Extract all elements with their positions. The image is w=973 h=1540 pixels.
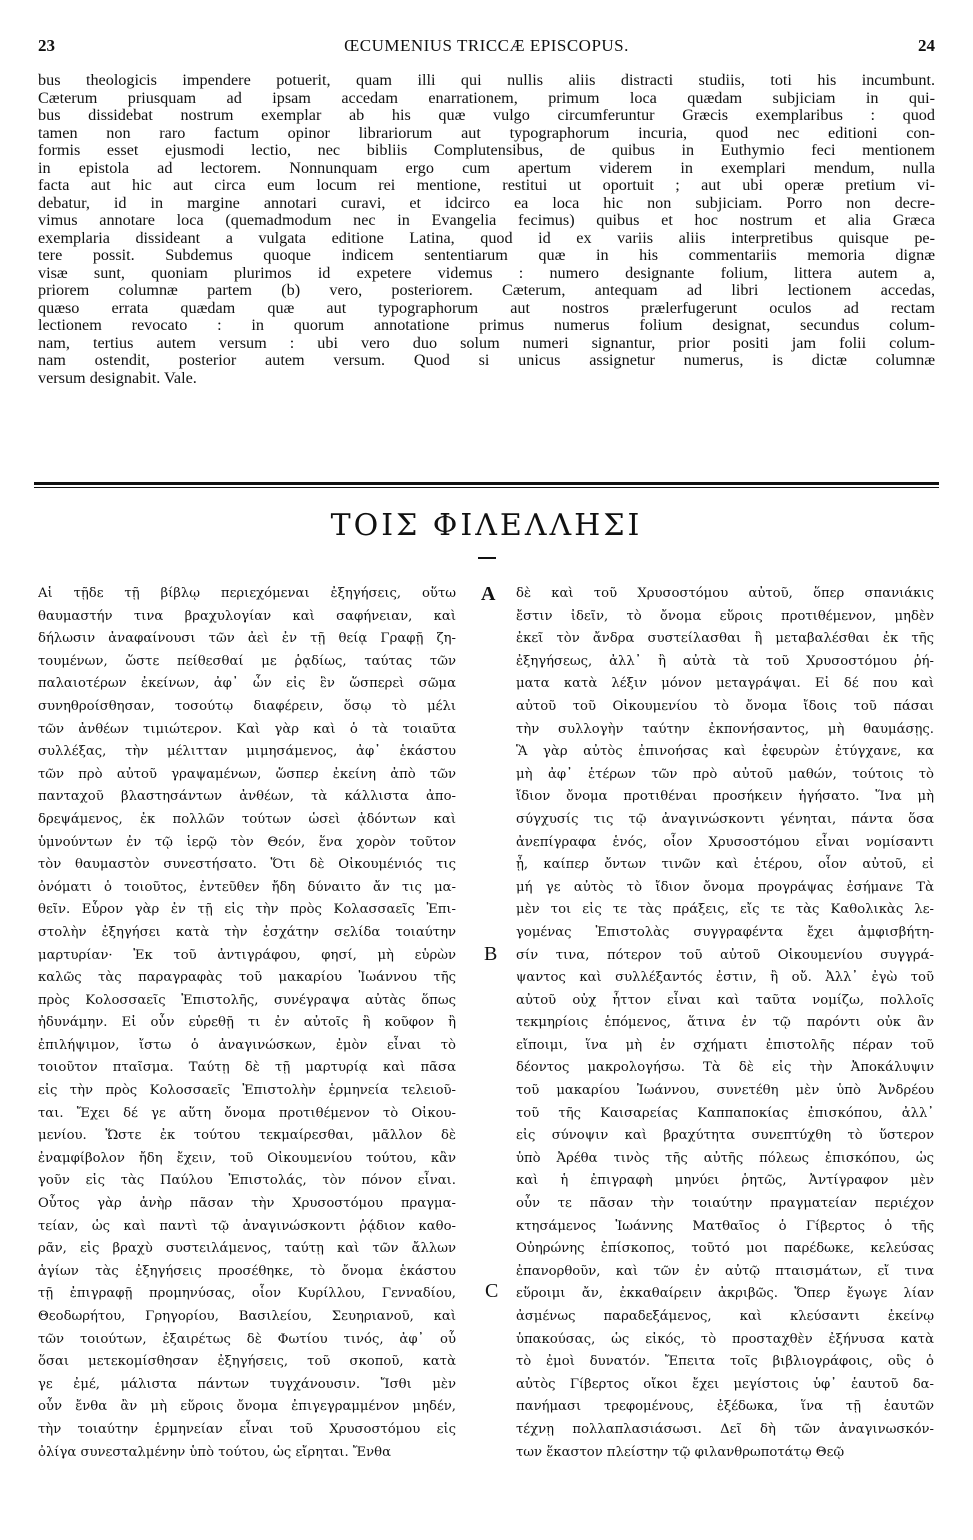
greek-line: ἐξηγήσεως, ἀλλ᾽ ἢ αὐτὰ τὰ τοῦ Χρυσοστόμου ῥή- bbox=[516, 653, 934, 669]
greek-column-left bbox=[38, 583, 456, 1464]
greek-line: εἰς σύνοψιν καὶ βραχύτητα συνεπτύχθη τὸ ὕστερον bbox=[516, 1128, 934, 1144]
greek-line: ἁγίων τὰς ἐξηγήσεις προσέθηκε, τὸ ὄνομα ἑκάστου bbox=[38, 1263, 456, 1279]
greek-line: συνηθροίσθησαν, τοσούτῳ διαφέρειν, ὅσῳ τὸ μέλι bbox=[38, 698, 456, 714]
greek-line: καὶ ἡ ἐπιγραφὴ μηνύει ῥητῶς, Ἀντίγραφον μὲν bbox=[516, 1173, 934, 1189]
page-number-left: 23 bbox=[38, 36, 55, 55]
greek-line: θαυμαστήν τινα βραχυλογίαν καὶ σαφήνειαν, καὶ bbox=[38, 608, 456, 624]
greek-line: τείαν, ὡς καὶ παντὶ τῷ ἀναγινώσκοντι ῥᾴδιον καθο- bbox=[38, 1218, 456, 1234]
greek-line: ἠδυνάμην. Εἰ οὖν εὑρεθῇ τι ἐν αὐτοῖς ἢ κοῦφον ἢ bbox=[38, 1015, 456, 1031]
greek-line: μή γε αὐτὸς τὸ ἴδιον ὄνομα προγράψας ἐσήμανε Τὰ bbox=[516, 879, 934, 895]
section-divider bbox=[34, 482, 939, 488]
greek-line: ψαντος καὶ συλλέξαντός ἐστιν, ἢ οὔ. Ἀλλ᾽ ἐγὼ τοῦ bbox=[516, 970, 934, 986]
greek-line: ἐκεῖ τὸν ἄνδρα συστείλασθαι ἢ μεταβαλέσθαι ἐκ τῆς bbox=[516, 631, 934, 647]
greek-line: ᾖ, καίπερ ὄντων τινῶν καὶ ἑτέρου, οἷον αὐτοῦ, εἰ bbox=[516, 857, 934, 873]
greek-line: κτησάμενος Ἰωάννης Ματθαῖος ὁ Γίβερτος ὁ τῆς bbox=[516, 1218, 934, 1234]
greek-line: αὐτοῦ οὐχ ἧττον εἶναι καὶ ταῦτα νομίζω, πολλοῖς bbox=[516, 992, 934, 1008]
greek-line: τουμένων, ὥστε πείθεσθαί με ῥᾳδίως, ταύτας τῶν bbox=[38, 653, 456, 669]
greek-column-right bbox=[516, 583, 934, 1464]
greek-line: ἀνεπίγραφα ἑνός, οἷον Χρυσοστόμου εἶναι νομίσαντι bbox=[516, 834, 934, 850]
margin-marker-c: C bbox=[485, 1280, 499, 1302]
latin-line: debatur, id in margine annotari curavi, et idcirco ea loca hic non subjiciam. Porro non decre- bbox=[38, 194, 935, 212]
greek-line: ὀνόματι ὁ τοιοῦτος, ἐντεῦθεν ἤδη δύναιτο ἄν τις μα- bbox=[38, 879, 456, 895]
greek-line: δὲ καὶ τοῦ Χρυσοστόμου αὐτοῦ, ὅπερ σπανιάκις bbox=[516, 586, 934, 601]
greek-line: Οὐηρώνης ἐπίσκοπος, τοῦτό μοι παρέδωκε, κελεύσας bbox=[516, 1241, 934, 1257]
greek-line: δέοντος μακρολογήσω. Τὰ δὲ εἰς τὴν Ἀποκάλυψιν bbox=[516, 1060, 934, 1076]
greek-line: ἴδιον ὄνομα προτιθέναι προσήκειν ἡγήσατο. Ἵνα μὴ bbox=[516, 789, 934, 805]
greek-line: τὸν θαυμαστὸν συνεστήσατο. Ὅτι δὲ Οἰκουμένιός τις bbox=[38, 857, 456, 873]
greek-line: καλῶς τὰς παραγραφὰς τοῦ μακαρίου Ἰωάννου τῆς bbox=[38, 970, 456, 986]
greek-line: τὴν τοιαύτην ἑρμηνείαν εἶναι τοῦ Χρυσοστόμου εἰς bbox=[38, 1421, 456, 1437]
greek-line: θεῖν. Εὗρον γὰρ ἐν τῇ εἰς τὴν πρὸς Κολασσαεῖς Ἐπι- bbox=[38, 902, 456, 918]
running-header bbox=[38, 36, 935, 62]
greek-line: ἀσμένως παραδεξάμενος, καὶ κλεύσαντι ἐκείνῳ bbox=[516, 1309, 934, 1324]
greek-line: παλαιοτέρων ἐκείνων, ἀφ᾽ ὧν εἰς ἓν ὥσπερεὶ σῶμα bbox=[38, 676, 456, 692]
greek-line: μαρτυρίαν· Ἐκ τοῦ ἀντιγράφου, φησί, μὴ εὑρὼν bbox=[38, 947, 456, 963]
greek-line: τὴν συλλογὴν ταύτην ἐκπονήσαντος, μὴ θαυμάσῃς. bbox=[516, 721, 934, 737]
greek-line: τεκμηρίοις ἑπόμενος, ἅτινα ἐν τῷ παρόντι οὐκ ἂν bbox=[516, 1015, 934, 1031]
latin-line: exemplaria dissideant a vulgata editione Latina, quod id ex variis aliis interpretibus quisque pe- bbox=[38, 229, 935, 247]
latin-line: vimus annotare loca (quemadmodum nec in Evangelia fecimus) quibus et hoc nostrum et alia Græca bbox=[38, 212, 935, 229]
latin-line: quæso errata quædam quæ aut typographorum aut nostros prælerfugerunt oculos ad rectam bbox=[38, 299, 935, 317]
greek-line: ἐπανορθοῦν, καὶ τῶν ἐν αὐτῷ πταισμάτων, εἴ τινα bbox=[516, 1263, 934, 1279]
latin-line: Cæterum priusquam ad ipsam accedam enarrationem, primum loca quædam subjiciam in qui- bbox=[38, 89, 935, 107]
greek-line: πρὸς Κολοσσαεῖς Ἐπιστολῆς, συνέγραψα αὐτὰς ὅπως bbox=[38, 992, 456, 1008]
greek-line: μενίου. Ὥστε ἐκ τούτου τεκμαίρεσθαι, μᾶλλον δὲ bbox=[38, 1128, 456, 1144]
latin-line: lectionem revocato : in quorum annotatione primus numerus folium designat, secundus colum- bbox=[38, 317, 935, 334]
greek-line: τῶν πρὸ αὐτοῦ γραψαμένων, ὥσπερ ἐκείνη ἀπὸ τῶν bbox=[38, 766, 456, 782]
title-dash bbox=[478, 557, 496, 559]
greek-line: τῇ ἐπιγραφῇ προμηνύσας, οἷον Κυρίλλου, Γενναδίου, bbox=[38, 1286, 456, 1302]
latin-line: bus dissidebat nostrum exemplar ab his quæ vulgo circumferuntur Græcis exemplaribus : quod bbox=[38, 107, 935, 124]
latin-line: facta aut hic aut circa eum locum rei mentione, restitui ut oportuit ; aut ubi operæ pretium vi- bbox=[38, 177, 935, 194]
greek-line: Οὗτος γὰρ ἀνὴρ πᾶσαν τὴν Χρυσοστόμου πραγμα- bbox=[38, 1196, 456, 1212]
greek-line: των ἕκαστον πλείστην τῷ φιλανθρωποτάτῳ Θεῷ bbox=[516, 1444, 845, 1460]
latin-preface bbox=[38, 72, 935, 387]
greek-line: πανήμασι τρεφομένους, ἐξέδωκα, ἵνα τῇ ἑαυτῶν bbox=[516, 1399, 934, 1415]
greek-line: τοιοῦτον πταῖσμα. Ταύτῃ δὲ τῇ μαρτυρίᾳ καὶ πᾶσα bbox=[38, 1060, 456, 1076]
latin-line: versum designabit. Vale. bbox=[38, 369, 197, 387]
greek-line: τῶν τοιούτων, ἐξαιρέτως δὲ Φωτίου τινός, ἀφ᾽ οὗ bbox=[38, 1331, 456, 1347]
latin-line: bus theologicis impendere potuerit, quam illi qui nullis aliis distracti studiis, toti his incumbunt. bbox=[38, 72, 935, 89]
greek-line: ὀλίγα συνεσταλμένην ὑπὸ τούτου, ὡς εἴρηται. Ἔνθα bbox=[38, 1444, 392, 1460]
latin-line: tere possit. Subdemus quoque indicem sententiarum quæ in his commentariis memoria dignæ bbox=[38, 247, 935, 264]
greek-line: γοῦν εἰς τὰς Παύλου Ἐπιστολάς, τὸν πόνον εἶναι. bbox=[38, 1173, 456, 1189]
latin-line: nam ostendit, posterior autem versum. Quod si unicus assignetur numerus, is dictæ columnæ bbox=[38, 352, 935, 369]
greek-line: μὴ ἀφ᾽ ἑτέρων τῶν πρὸ αὐτοῦ μαθών, τούτοις τὸ bbox=[516, 766, 934, 782]
latin-line: visæ sunt, quoniam plurimos id expetere videmus : numero designante folium, littera autem a, bbox=[38, 264, 935, 282]
greek-line: οὖν ἔνθα ἂν μὴ εὕροις ὄνομα ἐπιγεγραμμένον μηδέν, bbox=[38, 1399, 456, 1415]
greek-line: Θεοδωρήτου, Γρηγορίου, Βασιλείου, Σευηριανοῦ, καὶ bbox=[38, 1309, 456, 1324]
greek-section-title: ΤΟΙΣ ΦΙΛΕΛΛΗΣΙ bbox=[330, 508, 643, 543]
greek-line: ὑπὸ Ἀρέθα τινὸς τῆς αὐτῆς πόλεως ἐπισκόπου, ὡς bbox=[516, 1150, 934, 1166]
greek-line: συλλέξας, τὴν μέλιτταν μιμησάμενος, ἀφ᾽ ἑκάστου bbox=[38, 744, 456, 760]
latin-line: in epistola ad lectorem. Nonnunquam ergo cum apertum viderem in exemplari mendum, nulla bbox=[38, 159, 935, 177]
greek-line: Ἃ γὰρ αὐτὸς ἐπινοήσας καὶ ἐφευρὼν ἐτύγχανε, κα bbox=[516, 744, 934, 760]
greek-line: εὕροιμι ἄν, ἐκκαθαίρειν ἀκριβῶς. Ὅπερ ἔγωγε λίαν bbox=[516, 1286, 934, 1302]
greek-line: αὐτοῦ τοῦ Οἰκουμενίου τὸ ὄνομα ἴδοις τοῦ πάσαι bbox=[516, 698, 934, 714]
greek-line: δήλωσιν ἀναφαίνουσι τῶν ἀεὶ ἐν τῇ θείᾳ Γραφῇ ζη- bbox=[38, 631, 456, 647]
greek-line: στολὴν ἐξηγήσει κατὰ τὴν ἐσχάτην σελίδα τοιαύτην bbox=[38, 924, 456, 940]
greek-line: ματα κατὰ λέξιν μόνον μεταγράψαι. Εἰ δέ που καὶ bbox=[516, 676, 934, 692]
greek-line: ὑπακούσας, ὡς εἰκός, τὸ προσταχθὲν ἐξήνυσα κατὰ bbox=[516, 1331, 934, 1347]
greek-line: σύγχυσίς τις τῷ ἀναγινώσκοντι γένηται, πάντα ὅσα bbox=[516, 811, 934, 827]
margin-marker-a: A bbox=[481, 583, 496, 605]
latin-line: nam, tertius autem versum : ubi vero duo solum numeri signantur, prior positi jam folii colum- bbox=[38, 334, 935, 352]
greek-line: τὸ ἐμοὶ δυνατόν. Ἔπειτα τοῖς βιβλιογράφοις, οὓς ὁ bbox=[516, 1354, 934, 1370]
greek-line: εἰς τὴν πρὸς Κολοσσαεῖς Ἐπιστολὴν ἑρμηνεία τελειοῦ- bbox=[38, 1083, 456, 1099]
greek-line: ρᾶν, εἰς βραχὺ συστειλάμενος, ταύτῃ καὶ τῶν ἄλλων bbox=[38, 1241, 456, 1257]
greek-line: Αἱ τῇδε τῇ βίβλῳ περιεχόμεναι ἐξηγήσεις, οὕτω bbox=[38, 586, 456, 601]
greek-line: ὑμνούντων ἐν τῷ ἱερῷ τὸν Θεόν, ἕνα χορὸν τοῦτον bbox=[38, 834, 456, 850]
greek-line: τέχνῃ πολλαπλασιάσωσι. Δεῖ δὴ τῶν ἀναγινωσκόν- bbox=[516, 1421, 934, 1437]
greek-line: ἐναμφίβολον ἤδη ἔχειν, τοῦ Οἰκουμενίου τούτου, κἂν bbox=[38, 1150, 456, 1166]
greek-line: ἐπιλήψιμον, ἴστω ὁ ἀναγινώσκων, ἐμὸν εἶναι τὸ bbox=[38, 1037, 456, 1053]
latin-line: priorem columnæ partem (b) vero, posteriorem. Cæterum, antequam ad libri lectionem accedas, bbox=[38, 282, 935, 299]
running-title: ŒCUMENIUS TRICCÆ EPISCOPUS. bbox=[344, 36, 629, 55]
greek-line: πανταχοῦ βλαστησάντων ἀνθέων, τὰ κάλλιστα ἀπο- bbox=[38, 789, 456, 805]
greek-line: μὲν τοι εἰς τε τὰς πράξεις, εἴς τε τὰς Καθολικὰς λε- bbox=[516, 902, 934, 918]
margin-marker-b: B bbox=[484, 943, 498, 965]
greek-line: αὐτὸς Γίβερτος οἴκοι ἔχει μεγίστοις ὑφ᾽ ἑαυτοῦ δα- bbox=[516, 1376, 934, 1392]
greek-line: ὅσαι μετεκομίσθησαν ἐξηγήσεις, τοῦ σκοποῦ, κατὰ bbox=[38, 1354, 456, 1370]
greek-line: ται. Ἔχει δέ γε αὕτη ὄνομα προτιθέμενον τὸ Οἰκου- bbox=[38, 1105, 456, 1121]
greek-line: δρεψάμενος, ἐκ πολλῶν τούτων ὡσεὶ ᾀδόντων καὶ bbox=[38, 811, 456, 827]
greek-line: γε ἐμέ, μάλιστα πάντων τυγχάνουσιν. Ἴσθι μὲν bbox=[38, 1376, 456, 1392]
latin-line: formis esset ejusmodi lectio, nec bibliis Complutensibus, de quibus in Euthymio feci mentionem bbox=[38, 142, 935, 159]
greek-line: εἴποιμι, ἵνα μὴ ἐν σχήματι ἐπιστολῆς πέραν τοῦ bbox=[516, 1037, 934, 1053]
greek-line: οὖν τε πᾶσαν τὴν τοιαύτην πραγματείαν περιέχον bbox=[516, 1196, 934, 1212]
page-number-right: 24 bbox=[918, 36, 935, 55]
greek-line: γομένας Ἐπιστολὰς συγγραφέντα ἔχει ἀμφισβήτη- bbox=[516, 924, 934, 940]
greek-line: σίν τινα, πότερον τοῦ αὐτοῦ Οἰκουμενίου συγγρά- bbox=[516, 947, 934, 963]
greek-line: τῶν ἀνθέων τιμιώτερον. Καὶ γὰρ καὶ ὁ τὰ τοιαῦτα bbox=[38, 721, 456, 737]
latin-line: tamen non raro factum opinor librariorum aut typographorum incuria, quod nec editioni con- bbox=[38, 124, 935, 142]
greek-line: τοῦ τῆς Καισαρείας Καππαποκίας ἐπισκόπου, ἀλλ᾽ bbox=[516, 1105, 934, 1121]
greek-line: τοῦ μακαρίου Ἰωάννου, συνετέθη μὲν ὑπὸ Ἀνδρέου bbox=[516, 1083, 934, 1099]
greek-line: ἔστιν ἰδεῖν, τὸ ὄνομα εὕροις προτιθέμενον, μηδὲν bbox=[516, 608, 934, 624]
